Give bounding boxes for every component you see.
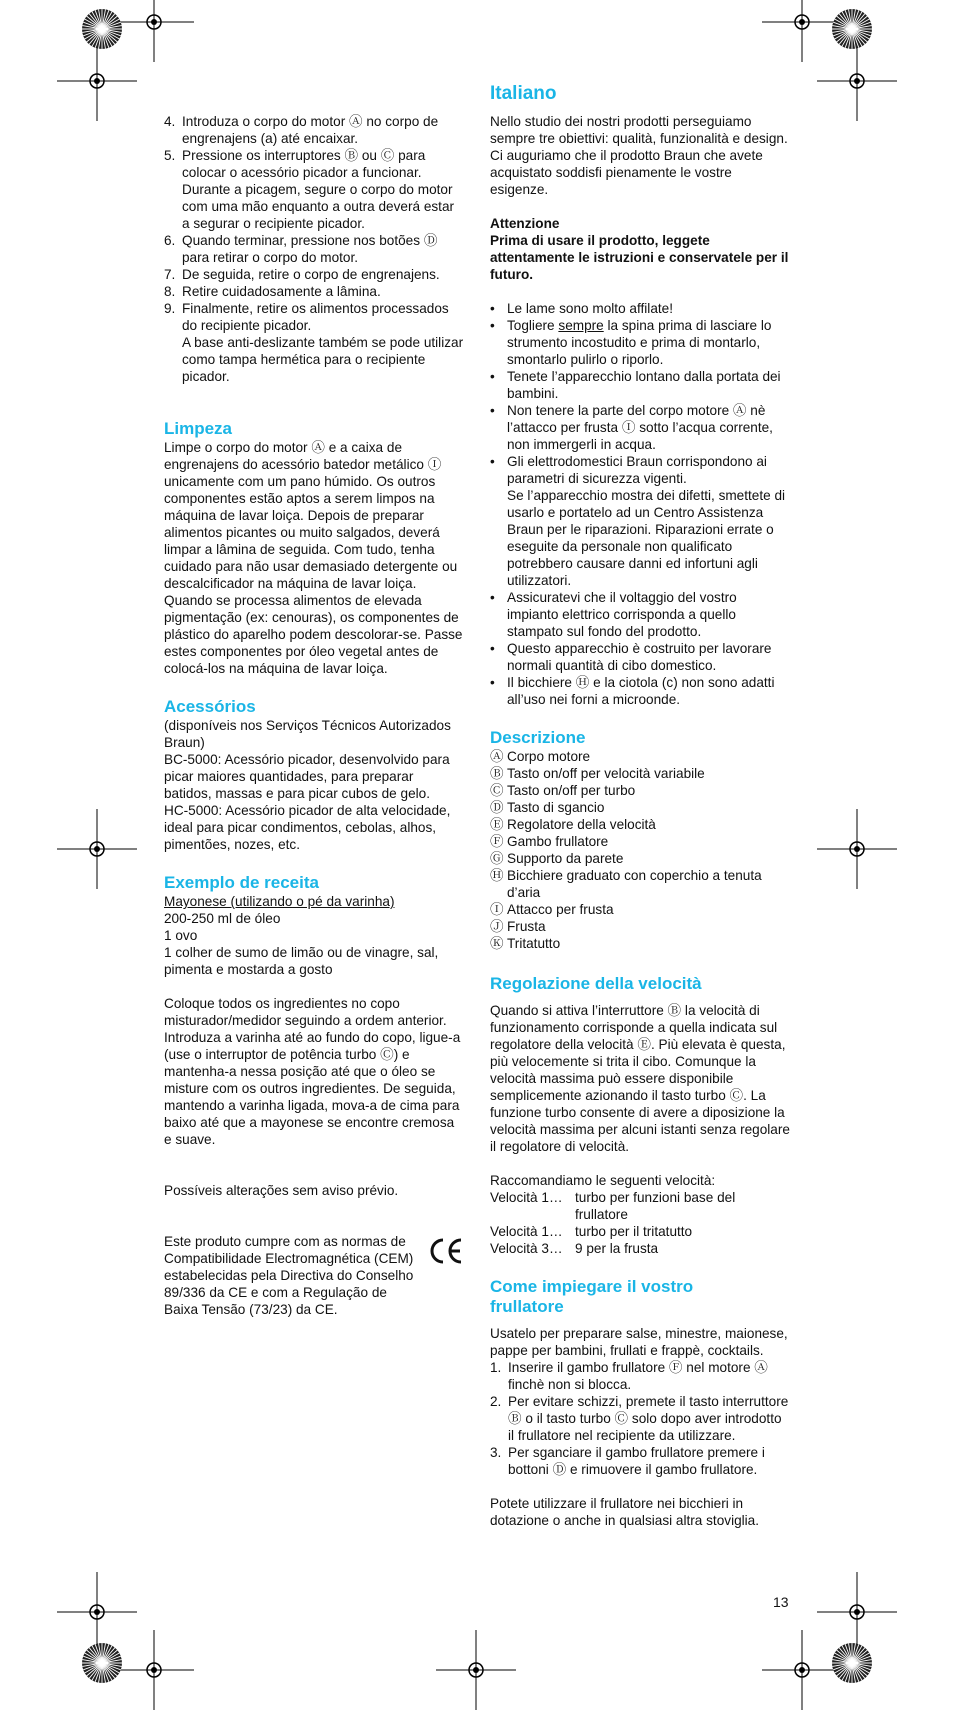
italian-column <box>490 83 790 1529</box>
list-item: Ⓑ Tasto on/off per velocità variabile <box>490 766 705 781</box>
list-item: • Togliere sempre la spina prima di lasciare lo strumento incostudito e prima di montarlo, smontarlo pulirlo o riporlo. <box>490 318 772 367</box>
list-item: • Non tenere la parte del corpo motore Ⓐ nè l’attacco per frusta Ⓘ sotto l’acqua corrente, non immergerli in acqua. <box>490 403 773 452</box>
list-item: 5. Pressione os interruptores Ⓑ ou Ⓒ para colocar o acessório picador a funcionar. Durante a picagem, segure o corpo do motor com uma mão enquanto a outra deverá estar a segurar o recipiente picador. <box>164 148 455 231</box>
registration-starburst-icon <box>830 7 874 51</box>
registration-crosshair-icon <box>114 1630 194 1710</box>
page-number: 13 <box>773 1594 789 1610</box>
descrizione-heading: Descrizione <box>490 728 586 747</box>
list-item: 9. Finalmente, retire os alimentos processados do recipiente picador. A base anti-deslizante também se pode utilizar como tampa hermética para o recipiente picador. <box>164 301 464 384</box>
registration-crosshair-icon <box>57 41 137 121</box>
notice-text: Possíveis alterações sem aviso prévio. <box>164 1183 399 1198</box>
list-item: • Il bicchiere Ⓗ e la ciotola (c) non sono adatti all’uso nei forni a microonde. <box>490 675 775 707</box>
list-item: • Tenete l’apparecchio lontano dalla portata dei bambini. <box>490 369 781 401</box>
list-item: Ⓗ Bicchiere graduato con coperchio a tenuta d’aria <box>490 868 762 900</box>
speed-table <box>490 1189 790 1257</box>
list-item: Ⓘ Attacco per frusta <box>490 902 614 917</box>
registration-crosshair-icon <box>817 41 897 121</box>
receita-ingredients: 200-250 ml de óleo 1 ovo 1 colher de sumo de limão ou de vinagre, sal, pimenta e mostarda a gosto <box>164 911 439 977</box>
list-item: 3. Per sganciare il gambo frullatore premere i bottoni Ⓓ e rimuovere il gambo frullatore. <box>490 1445 765 1477</box>
list-item: Ⓙ Frusta <box>490 919 546 934</box>
registration-starburst-icon <box>80 1641 124 1685</box>
registration-crosshair-icon <box>817 809 897 889</box>
ce-text: Este produto cumpre com as normas de Compatibilidade Electromagnética (CEM) estabelecidas pela Directiva do Conselho 89/336 da CE e com a Regulação de Baixa Tensão (73/23) da CE. <box>164 1234 414 1317</box>
intro-text: Nello studio dei nostri prodotti perseguiamo sempre tre obiettivi: qualità, funzionalità e design. Ci auguriamo che il prodotto Braun che avete acquistato soddisfi pienamente le vostre esigenze. <box>490 114 788 197</box>
list-item: • Assicuratevi che il voltaggio del vostro impianto elettrico corrisponda a quello stampato sul fondo del prodotto. <box>490 590 737 639</box>
limpeza-text: Limpe o corpo do motor Ⓐ e a caixa de engrenajens do acessório batedor metálico Ⓘ unicamente com um pano húmido. Os outros componentes estão aptos a serem limpos na máquina de lavar loiça. Depois de preparar alimentos picantes ou muito salgados, deverá limpar a lâmina de seguida. Com tudo, tenha cuidado para não usar demasiado detergente ou descalcificador na máquina de lavar loiça. Quando se processa alimentos de elevada pigmentação (ex: cenouras), os componentes de plástico do aparelho podem descolorar-se. Passe estes componentes por óleo vegetal antes de colocá-los na máquina de lavar loiça. <box>164 440 463 676</box>
receita-subtitle: Mayonese (utilizando o pé da varinha) <box>164 894 395 909</box>
list-item: Ⓐ Corpo motore <box>490 749 591 764</box>
attention-label: Attenzione <box>490 216 560 231</box>
registration-crosshair-icon <box>57 809 137 889</box>
list-item: 4. Introduza o corpo do motor Ⓐ no corpo de engrenajens (a) até encaixar. <box>164 114 439 146</box>
speed-row: Velocità 1… turbo per il tritatutto <box>490 1224 693 1239</box>
velocita-text: Quando si attiva l’interruttore Ⓑ la velocità di funzionamento corrisponde a quella indicata sul regolatore della velocità Ⓔ. Più elevata è questa, più velocemente si trita il cibo. Comunque la velocità massima può essere disponibile semplicemente azionando il tasto turbo Ⓒ. La funzione turbo consente di avere a diposizione la velocità massima per alcuni istanti senza regolare il regolatore di velocità. <box>490 1003 790 1154</box>
assembly-steps <box>164 113 464 385</box>
ce-compliance <box>164 1233 464 1318</box>
impiego-intro: Usatelo per preparare salse, minestre, maionese, pappe per bambini, frullati e frappè, cocktails. <box>490 1326 788 1358</box>
descrizione-list <box>490 748 790 952</box>
acessorios-text: (disponíveis nos Serviços Técnicos Autorizados Braun) BC-5000: Acessório picador, desenvolvido para picar maiores quantidades, para preparar batidos, massas e para picar cubos de gelo. HC-5000: Acessório picador de alta velocidade, ideal para picar condimentos, cebolas, alhos, pimentões, nozes, etc. <box>164 718 451 852</box>
velocita-reco: Raccomandiamo le seguenti velocità: <box>490 1173 716 1188</box>
limpeza-heading: Limpeza <box>164 419 233 438</box>
speed-row: Velocità 1… turbo per funzioni base del frullatore <box>490 1190 736 1222</box>
ce-mark-icon <box>428 1237 464 1265</box>
list-item: Ⓓ Tasto di sgancio <box>490 800 605 815</box>
registration-starburst-icon <box>80 7 124 51</box>
portuguese-column <box>164 113 464 1318</box>
speed-row: Velocità 3… 9 per la frusta <box>490 1241 659 1256</box>
registration-crosshair-icon <box>436 1630 516 1710</box>
list-item: 7. De seguida, retire o corpo de engrenajens. <box>164 267 440 282</box>
list-item: Ⓖ Supporto da parete <box>490 851 624 866</box>
registration-starburst-icon <box>830 1641 874 1685</box>
italiano-heading: Italiano <box>490 83 557 104</box>
receita-heading: Exemplo de receita <box>164 873 319 892</box>
list-item: • Le lame sono molto affilate! <box>490 301 673 316</box>
safety-bullets <box>490 300 790 708</box>
list-item: Ⓕ Gambo frullatore <box>490 834 609 849</box>
receita-instructions: Coloque todos os ingredientes no copo misturador/medidor seguindo a ordem anterior. Introduza a varinha até ao fundo do copo, ligue-a (use o interruptor de potência turbo Ⓒ) e mantenha-a nessa posição até que o óleo se misture com os outros ingredientes. De seguida, mantendo a varinha ligada, mova-a de cima para baixo até que a mayonese se encontre cremosa e suave. <box>164 996 461 1147</box>
acessorios-heading: Acessórios <box>164 697 256 716</box>
list-item: 2. Per evitare schizzi, premete il tasto interruttore Ⓑ o il tasto turbo Ⓒ solo dopo aver introdotto il frullatore nel recipiente da utilizzare. <box>490 1394 789 1443</box>
list-item: 6. Quando terminar, pressione nos botões Ⓓ para retirar o corpo do motor. <box>164 233 438 265</box>
attention-text: Prima di usare il prodotto, leggete attentamente le istruzioni e conservatele per il futuro. <box>490 233 789 282</box>
list-item: 8. Retire cuidadosamente a lâmina. <box>164 284 381 299</box>
list-item: Ⓚ Tritatutto <box>490 936 561 951</box>
impiego-outro: Potete utilizzare il frullatore nei bicchieri in dotazione o anche in qualsiasi altra stoviglia. <box>490 1496 760 1528</box>
list-item: 1. Inserire il gambo frullatore Ⓕ nel motore Ⓐ finchè non si blocca. <box>490 1360 768 1392</box>
list-item: • Gli elettrodomestici Braun corrispondono ai parametri di sicurezza vigenti. Se l’apparecchio mostra dei difetti, smettete di usarlo e portatelo ad un Centro Assistenza Braun per le riparazioni. Riparazioni errate o eseguite da personale non qualificato potrebbero causare danni ed infortuni agli utilizzatori. <box>490 454 786 588</box>
list-item: • Questo apparecchio è costruito per lavorare normali quantità di cibo domestico. <box>490 641 772 673</box>
impiego-steps <box>490 1359 790 1478</box>
list-item: Ⓒ Tasto on/off per turbo <box>490 783 636 798</box>
list-item: Ⓔ Regolatore della velocità <box>490 817 656 832</box>
impiego-heading: Come impiegare il vostro frullatore <box>490 1277 694 1316</box>
velocita-heading: Regolazione della velocità <box>490 974 702 993</box>
